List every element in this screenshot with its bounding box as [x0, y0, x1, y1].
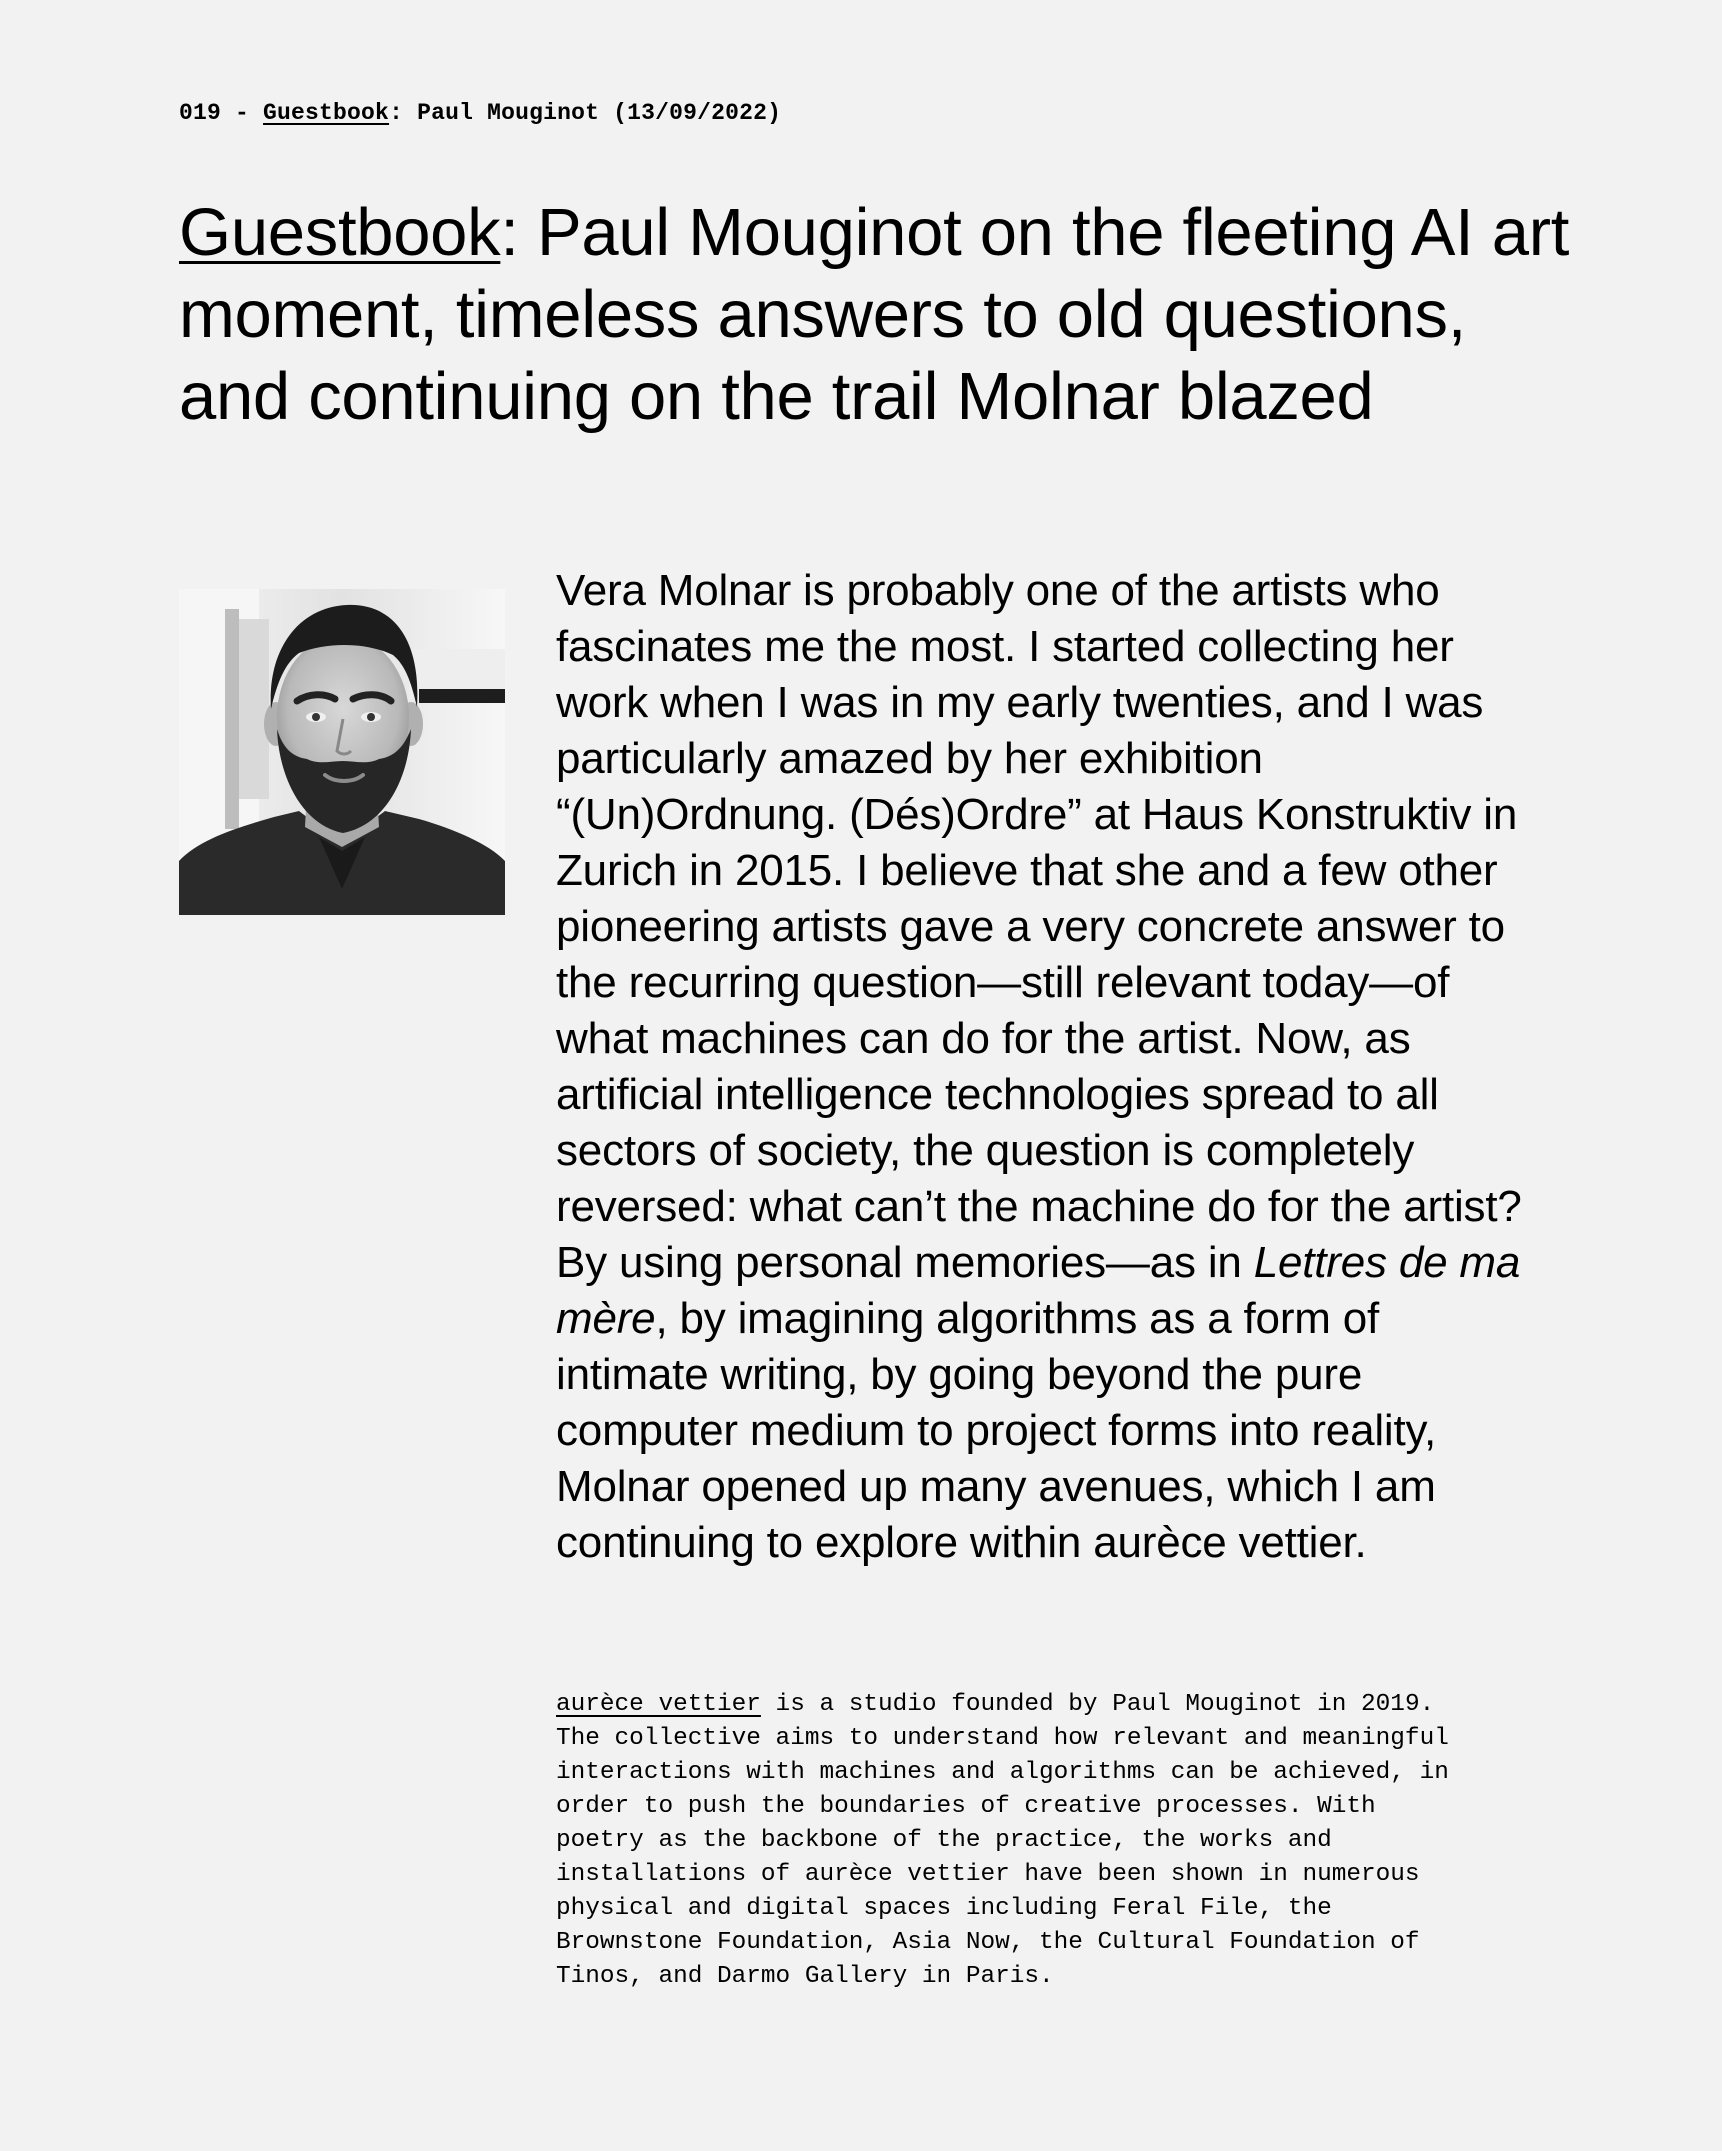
bio-line: order to push the boundaries of creative processes. With [556, 1793, 1376, 1820]
bio-line: poetry as the backbone of the practice, the works and [556, 1827, 1332, 1854]
breadcrumb-separator: - [221, 100, 264, 126]
title-line-2: moment, timeless answers to old questions, [179, 277, 1467, 352]
page-title [179, 192, 1579, 438]
portrait-photo [179, 589, 505, 915]
bio-line: installations of aurèce vettier have been shown in numerous [556, 1861, 1420, 1888]
studio-bio [556, 1688, 1556, 1994]
bio-line: Tinos, and Darmo Gallery in Paris. [556, 1963, 1054, 1990]
quote-line: artificial intelligence technologies spread to all [556, 1070, 1439, 1119]
breadcrumb [179, 96, 781, 130]
quote-line: Zurich in 2015. I believe that she and a few other [556, 846, 1498, 895]
title-line-1-rest: : Paul Mouginot on the fleeting AI art [500, 195, 1570, 270]
quote-line: computer medium to project forms into reality, [556, 1406, 1437, 1455]
quote-line: work when I was in my early twenties, and I was [556, 678, 1484, 727]
bio-line: interactions with machines and algorithms can be achieved, in [556, 1759, 1449, 1786]
quote-line: what machines can do for the artist. Now, as [556, 1014, 1411, 1063]
quote-line: Molnar opened up many avenues, which I am [556, 1462, 1436, 1511]
quote-line: “(Un)Ordnung. (Dés)Ordre” at Haus Konstruktiv in [556, 790, 1518, 839]
quote-line: particularly amazed by her exhibition [556, 734, 1263, 783]
breadcrumb-rest: : Paul Mouginot (13/09/2022) [389, 100, 782, 126]
quote-line: pioneering artists gave a very concrete answer to [556, 902, 1505, 951]
bio-line: is a studio founded by Paul Mouginot in 2019. [760, 1691, 1435, 1718]
quote-line: intimate writing, by going beyond the pure [556, 1350, 1363, 1399]
bio-line: physical and digital spaces including Feral File, the [556, 1895, 1332, 1922]
quote-text [556, 563, 1556, 1571]
title-line-3: and continuing on the trail Molnar blazed [179, 359, 1374, 434]
quote-line: reversed: what can’t the machine do for the artist? [556, 1182, 1522, 1231]
quote-line: continuing to explore within aurèce vettier. [556, 1518, 1367, 1567]
title-guestbook-link[interactable]: Guestbook [179, 195, 501, 270]
breadcrumb-guestbook-link[interactable]: Guestbook [263, 100, 390, 126]
quote-line: fascinates me the most. I started collecting her [556, 622, 1454, 671]
article-number: 019 [179, 100, 222, 126]
quote-line: By using personal memories—as in [556, 1238, 1254, 1287]
quote-line: Vera Molnar is probably one of the artists who [556, 566, 1440, 615]
bio-line: Brownstone Foundation, Asia Now, the Cultural Foundation of [556, 1929, 1420, 1956]
artwork-title-italic: mère [556, 1294, 656, 1343]
artwork-title-italic: Lettres de ma [1253, 1238, 1521, 1287]
bio-line: The collective aims to understand how relevant and meaningful [556, 1725, 1449, 1752]
quote-line: , by imagining algorithms as a form of [655, 1294, 1380, 1343]
quote-line: sectors of society, the question is completely [556, 1126, 1415, 1175]
aurece-vettier-link[interactable]: aurèce vettier [556, 1691, 761, 1718]
quote-line: the recurring question—still relevant today—of [556, 958, 1450, 1007]
